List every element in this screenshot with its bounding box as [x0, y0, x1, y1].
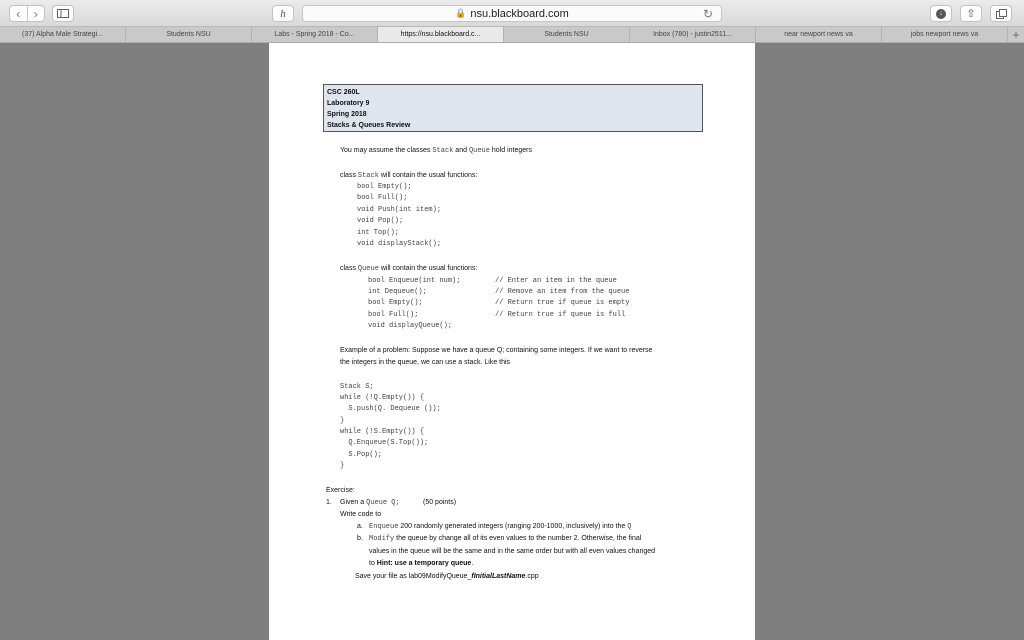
- stack-func: void Push(int item);: [357, 206, 442, 214]
- queue-func-comment: // Enter an item in the queue: [495, 277, 617, 285]
- stack-func: int Top();: [357, 229, 400, 237]
- chevron-left-icon: ‹: [16, 6, 21, 21]
- tab-5[interactable]: Inbox (780) - justin2511...: [630, 27, 756, 42]
- item-b-code: Modify: [369, 535, 395, 543]
- stack-intro: [340, 171, 477, 181]
- queue-func-code: bool Enqueue(int num);: [368, 277, 461, 285]
- nav-buttons: [9, 5, 45, 22]
- tabs-overview-button[interactable]: [990, 5, 1012, 22]
- tab-bar: [0, 27, 1024, 43]
- ex1-given-text: Given a: [340, 499, 367, 506]
- stack-func: void Pop();: [357, 217, 404, 225]
- extension-button[interactable]: [272, 5, 294, 22]
- intro-a: You may assume the classes: [340, 147, 433, 154]
- tab-6[interactable]: near newport news va: [756, 27, 882, 42]
- queue-func-comment: // Return true if queue is empty: [495, 299, 630, 307]
- queue-intro: [340, 264, 477, 274]
- item-a-code: Enqueue: [369, 523, 399, 531]
- stack-intro-name: Stack: [357, 172, 379, 180]
- item-b-letter: b.: [357, 535, 363, 542]
- item-b-to: to: [369, 560, 377, 567]
- sidebar-button[interactable]: [52, 5, 74, 22]
- tabs-overview-icon: [996, 9, 1007, 19]
- stack-intro-b: will contain the usual functions:: [378, 172, 478, 179]
- queue-intro-b: will contain the usual functions:: [378, 265, 478, 272]
- tab-4[interactable]: Students NSU: [504, 27, 630, 42]
- tab-3-active[interactable]: https://nsu.blackboard.c...: [378, 27, 504, 42]
- item-b-text-1: [369, 534, 641, 544]
- back-button[interactable]: [10, 6, 27, 21]
- forward-button[interactable]: [27, 6, 45, 21]
- save-italic: fInitialLastName: [471, 573, 526, 580]
- code-line: }: [340, 462, 345, 470]
- queue-func-code: bool Empty();: [368, 299, 423, 307]
- item-b-desc-1: the queue by change all of its even values to the number 2. Otherwise, the final: [394, 535, 642, 542]
- download-button[interactable]: [930, 5, 952, 22]
- new-tab-button[interactable]: [1008, 27, 1024, 42]
- share-icon: ⇧: [966, 8, 976, 20]
- item-b-text-3: [369, 559, 473, 569]
- item-a-letter: a.: [357, 523, 363, 530]
- item-b-text-2: values in the queue will be the same and in the same order but with all even values changed: [369, 548, 656, 555]
- lab-header-box: [323, 84, 703, 132]
- lab-number: Laboratory 9: [327, 100, 370, 107]
- item-a-q: Q: [627, 523, 632, 531]
- queue-func-code: int Dequeue();: [368, 288, 427, 296]
- code-line: while (!Q.Empty()) {: [340, 394, 425, 402]
- exercise-1-points: (50 points): [423, 499, 457, 506]
- course-code: CSC 260L: [327, 89, 360, 96]
- share-button[interactable]: [960, 5, 982, 22]
- document-page: [269, 43, 755, 640]
- queue-func-comment: // Remove an item from the queue: [495, 288, 630, 296]
- save-instruction: [355, 572, 539, 582]
- item-a-desc: 200 randomly generated integers (ranging 200-1000, inclusively) into the: [398, 523, 628, 530]
- item-b-period: .: [471, 560, 474, 567]
- intro-text: [340, 146, 532, 156]
- code-line: S.push(Q. Dequeue ());: [340, 405, 441, 413]
- example-line-1: Example of a problem: Suppose we have a queue Q; containing some integers. If we want to reverse: [340, 347, 653, 354]
- exercise-1-given: [340, 498, 400, 508]
- intro-b: hold integers: [489, 147, 532, 154]
- semester: Spring 2018: [327, 111, 367, 118]
- queue-func-code: void displayQueue();: [368, 322, 453, 330]
- plus-icon: +: [1012, 27, 1020, 42]
- exercise-title: Exercise:: [326, 487, 355, 494]
- code-line: Stack S;: [340, 383, 374, 391]
- extension-icon: h: [280, 7, 286, 20]
- stack-func: bool Empty();: [357, 183, 412, 191]
- tab-1[interactable]: Students NSU: [126, 27, 252, 42]
- sidebar-icon: [57, 9, 69, 18]
- address-text: nsu.blackboard.com: [470, 7, 569, 20]
- stack-func: void displayStack();: [357, 240, 442, 248]
- intro-and: and: [453, 147, 469, 154]
- example-line-2: the integers in the queue, we can use a stack. Like this: [340, 359, 511, 366]
- item-a-text: [369, 522, 631, 532]
- queue-intro-name: Queue: [357, 265, 379, 273]
- tab-2[interactable]: Labs - Spring 2018 - Co...: [252, 27, 378, 42]
- intro-queue: Queue: [468, 147, 490, 155]
- code-line: while (!S.Empty()) {: [340, 428, 425, 436]
- lab-title: Stacks & Queues Review: [327, 122, 411, 129]
- queue-func-code: bool Full();: [368, 311, 419, 319]
- code-line: }: [340, 417, 345, 425]
- save-b: .cpp: [525, 573, 539, 580]
- chevron-right-icon: ›: [33, 6, 38, 21]
- queue-func-comment: // Return true if queue is full: [495, 311, 626, 319]
- save-a: Save your file as lab09ModifyQueue_: [355, 573, 472, 580]
- item-b-hint: Hint: use a temporary queue: [376, 560, 472, 567]
- stack-intro-a: class: [340, 172, 358, 179]
- intro-stack: Stack: [432, 147, 454, 155]
- stack-func: bool Full();: [357, 194, 408, 202]
- code-line: Q.Enqueue(S.Top());: [340, 439, 429, 447]
- queue-intro-a: class: [340, 265, 358, 272]
- browser-toolbar: [0, 0, 1024, 27]
- exercise-1-write: Write code to: [340, 511, 382, 518]
- lock-icon: 🔒: [455, 8, 467, 18]
- reload-icon[interactable]: ↻: [702, 7, 713, 21]
- tab-7[interactable]: jobs newport news va: [882, 27, 1008, 42]
- tab-0[interactable]: (37) Alpha Male Strategi...: [0, 27, 126, 42]
- ex1-code: Queue Q;: [366, 499, 400, 507]
- address-bar[interactable]: [302, 5, 722, 22]
- code-line: S.Pop();: [340, 451, 383, 459]
- download-icon: ↓: [936, 9, 946, 19]
- exercise-1-number: 1.: [326, 499, 332, 506]
